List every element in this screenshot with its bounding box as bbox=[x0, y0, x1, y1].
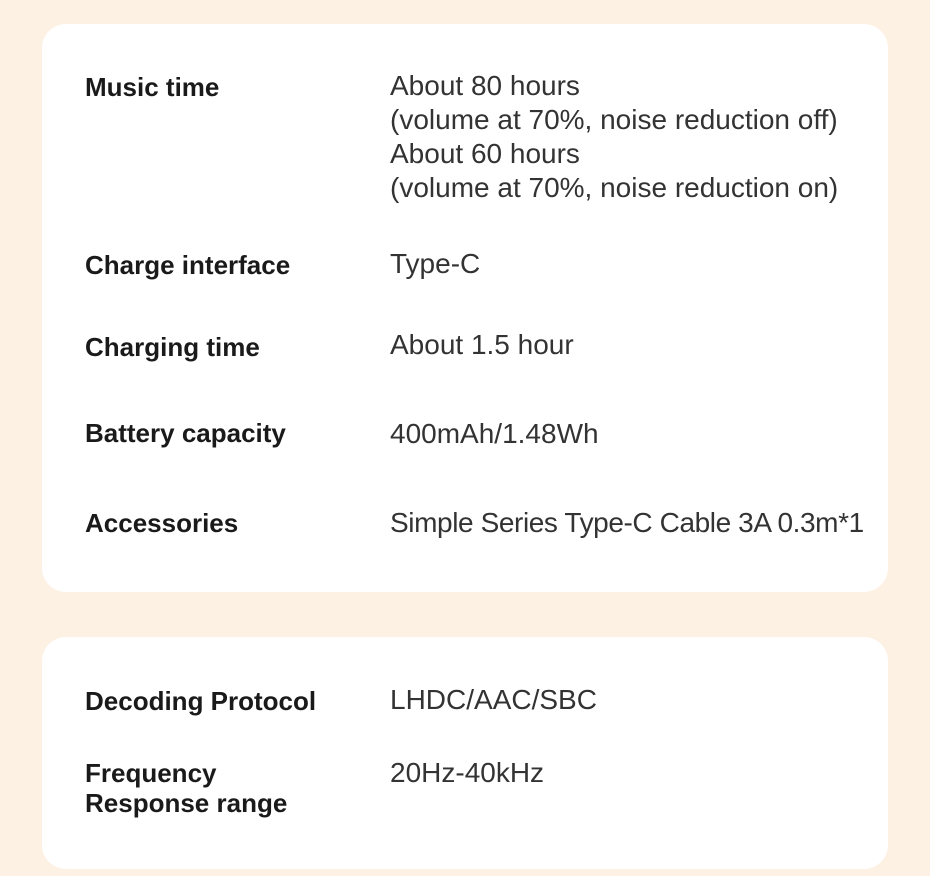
charge-interface-value: Type-C bbox=[390, 248, 481, 279]
charge-interface-label: Charge interface bbox=[85, 250, 291, 280]
accessories-value: Simple Series Type-C Cable 3A 0.3m*1 bbox=[390, 507, 864, 538]
charging-time-value: About 1.5 hour bbox=[390, 329, 574, 360]
battery-capacity-label: Battery capacity bbox=[85, 418, 286, 448]
music-time-value-1: About 80 hours bbox=[390, 70, 580, 101]
decoding-protocol-value: LHDC/AAC/SBC bbox=[390, 684, 597, 715]
battery-specs-card bbox=[42, 24, 888, 592]
battery-capacity-value: 400mAh/1.48Wh bbox=[390, 418, 599, 449]
music-time-value-3: About 60 hours bbox=[390, 138, 580, 169]
accessories-label: Accessories bbox=[85, 508, 239, 538]
frequency-response-value: 20Hz-40kHz bbox=[390, 757, 545, 788]
music-time-label: Music time bbox=[85, 72, 220, 102]
audio-specs-card bbox=[42, 637, 888, 869]
charging-time-label: Charging time bbox=[85, 332, 260, 362]
music-time-value-4: (volume at 70%, noise reduction on) bbox=[390, 172, 839, 203]
decoding-protocol-label: Decoding Protocol bbox=[85, 686, 317, 716]
frequency-response-label: Frequency Response range bbox=[85, 758, 288, 818]
music-time-value-2: (volume at 70%, noise reduction off) bbox=[390, 104, 838, 135]
